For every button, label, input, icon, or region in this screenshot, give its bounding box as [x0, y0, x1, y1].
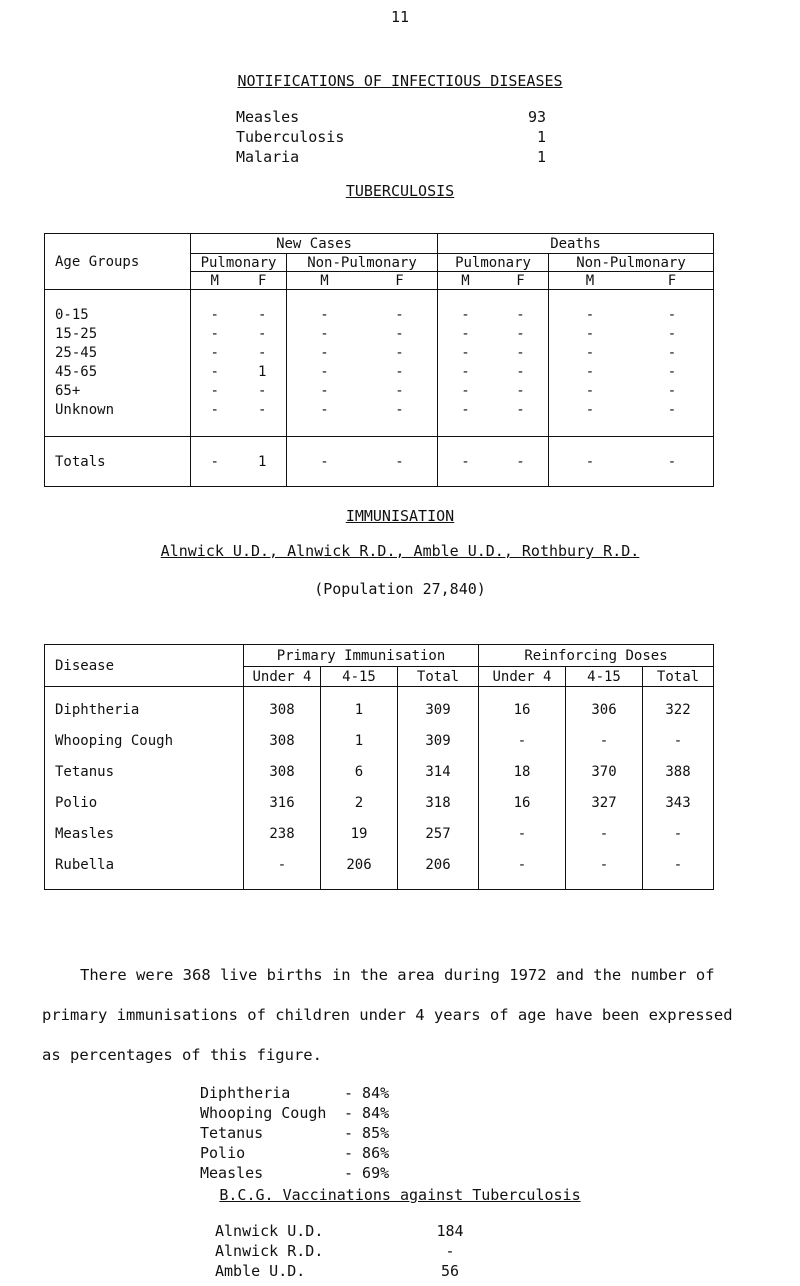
list-item: Tuberculosis 1	[236, 128, 546, 146]
totals-row: Totals - 1 - - - - - -	[45, 437, 714, 487]
list-item: Polio - 86%	[200, 1144, 390, 1162]
list-item: Measles 93	[236, 108, 546, 126]
header-mf: M F	[438, 272, 549, 290]
bcg-list	[215, 1222, 470, 1282]
primary-total-column: 309 309 314 318 257 206	[398, 687, 479, 890]
immunisation-title: IMMUNISATION	[345, 507, 455, 525]
header-reinforcing: Reinforcing Doses	[479, 645, 714, 667]
list-item: Malaria 1	[236, 148, 546, 166]
immunisation-table	[44, 644, 714, 890]
subheader: 4-15	[566, 667, 643, 687]
reinforcing-total-column: 322 - 388 343 - -	[643, 687, 714, 890]
subheader: Total	[398, 667, 479, 687]
list-item: Measles - 69%	[200, 1164, 390, 1182]
new-pulmonary-column: - - - - - - - 1 - - - -	[191, 290, 287, 437]
header-deaths: Deaths	[438, 234, 714, 254]
immunisation-population: (Population 27,840)	[314, 580, 486, 598]
header-non-pulmonary: Non-Pulmonary	[287, 254, 438, 272]
header-non-pulmonary: Non-Pulmonary	[549, 254, 714, 272]
list-item: Amble U.D. 56	[215, 1262, 460, 1280]
paragraph: There were 368 live births in the area during 1972 and the number of primary immunisations of children under 4 years of age have been expressed as percentages of this figure.	[42, 966, 733, 1064]
header-pulmonary: Pulmonary	[438, 254, 549, 272]
reinforcing-4-15-column: 306 - 370 327 - -	[566, 687, 643, 890]
header-new-cases: New Cases	[191, 234, 438, 254]
subheader: Under 4	[244, 667, 321, 687]
tuberculosis-title: TUBERCULOSIS	[345, 182, 455, 200]
header-mf: M F	[287, 272, 438, 290]
age-group-column: 0-15 15-25 25-45 45-65 65+ Unknown	[45, 290, 191, 437]
header-primary: Primary Immunisation	[244, 645, 479, 667]
page-number: 11	[390, 8, 410, 26]
subheader: Total	[643, 667, 714, 687]
list-item: Whooping Cough - 84%	[200, 1104, 390, 1122]
immunisation-areas: Alnwick U.D., Alnwick R.D., Amble U.D., Rothbury R.D.	[160, 542, 640, 560]
deaths-pulmonary-column: - - - - - - - - - - - -	[438, 290, 549, 437]
bcg-title: B.C.G. Vaccinations against Tuberculosis	[219, 1186, 581, 1204]
reinforcing-under4-column: 16 - 18 16 - -	[479, 687, 566, 890]
subheader: Under 4	[479, 667, 566, 687]
list-item: Diphtheria - 84%	[200, 1084, 390, 1102]
header-pulmonary: Pulmonary	[191, 254, 287, 272]
tuberculosis-table	[44, 233, 714, 487]
immunisation-body	[45, 687, 714, 890]
new-non-pulmonary-column: - - - - - - - - - - - -	[287, 290, 438, 437]
list-item: Tetanus - 85%	[200, 1124, 390, 1142]
notifications-title: NOTIFICATIONS OF INFECTIOUS DISEASES	[237, 72, 563, 90]
subheader: 4-15	[321, 667, 398, 687]
header-age-groups: Age Groups	[45, 234, 191, 290]
primary-4-15-column: 1 1 6 2 19 206	[321, 687, 398, 890]
primary-under4-column: 308 308 308 316 238 -	[244, 687, 321, 890]
percentages-list	[200, 1084, 440, 1184]
notifications-list	[236, 108, 546, 168]
header-mf: M F	[191, 272, 287, 290]
list-item: Alnwick R.D. -	[215, 1242, 455, 1260]
header-disease: Disease	[45, 645, 244, 687]
list-item: Alnwick U.D. 184	[215, 1222, 464, 1240]
deaths-non-pulmonary-column: - - - - - - - - - - - -	[549, 290, 714, 437]
disease-column: Diphtheria Whooping Cough Tetanus Polio Measles Rubella	[45, 687, 244, 890]
header-mf: M F	[549, 272, 714, 290]
